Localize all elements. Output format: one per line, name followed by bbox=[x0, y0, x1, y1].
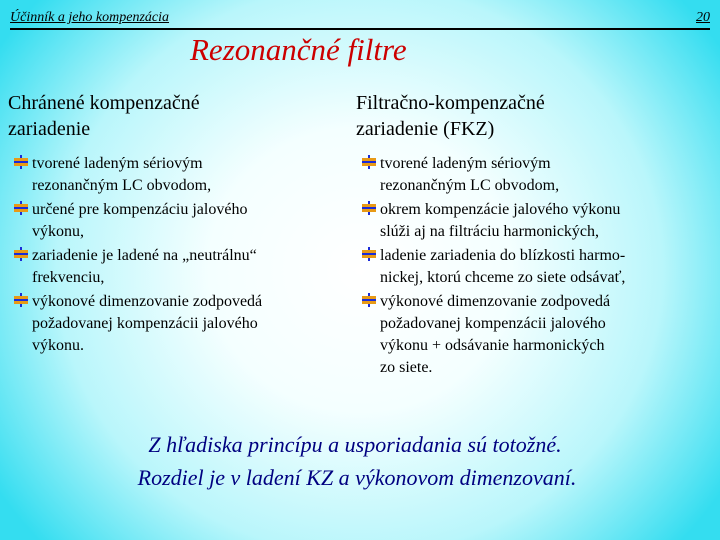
stacked-bars-bullet-icon bbox=[362, 201, 376, 215]
stacked-bars-bullet-icon bbox=[362, 293, 376, 307]
list-item: výkonové dimenzovanie zodpovedá požadovanej kompenzácii jalového výkonu. bbox=[8, 291, 353, 357]
right-bullet-list bbox=[356, 153, 716, 379]
stacked-bars-bullet-icon bbox=[14, 247, 28, 261]
list-item: určené pre kompenzáciu jalového výkonu, bbox=[8, 199, 353, 243]
stacked-bars-bullet-icon bbox=[14, 293, 28, 307]
left-bullet-list bbox=[8, 153, 353, 357]
list-item: výkonové dimenzovanie zodpovedá požadovanej kompenzácii jalového výkonu + odsávanie harmonických zo siete. bbox=[356, 291, 716, 379]
stacked-bars-bullet-icon bbox=[362, 155, 376, 169]
header-topic: Účinník a jeho kompenzácia bbox=[10, 10, 170, 25]
list-item: ladenie zariadenia do blízkosti harmo- nickej, ktorú chceme zo siete odsávať, bbox=[356, 245, 716, 289]
list-item: tvorené ladeným sériovým rezonančným LC obvodom, bbox=[356, 153, 716, 197]
list-item: okrem kompenzácie jalového výkonu slúži aj na filtráciu harmonických, bbox=[356, 199, 716, 243]
list-item: zariadenie je ladené na „neutrálnu“ frekvenciu, bbox=[8, 245, 353, 289]
stacked-bars-bullet-icon bbox=[14, 155, 28, 169]
stacked-bars-bullet-icon bbox=[14, 201, 28, 215]
conclusion-line-1: Z hľadiska princípu a usporiadania sú totožné. bbox=[148, 432, 562, 457]
header-divider bbox=[10, 28, 710, 30]
page-number: 20 bbox=[696, 10, 710, 25]
left-column bbox=[8, 90, 353, 359]
right-column bbox=[356, 90, 716, 381]
list-item: tvorené ladeným sériovým rezonančným LC obvodom, bbox=[8, 153, 353, 197]
stacked-bars-bullet-icon bbox=[362, 247, 376, 261]
right-column-heading: Filtračno-kompenzačné zariadenie (FKZ) bbox=[356, 92, 545, 140]
slide-title: Rezonančné filtre bbox=[190, 32, 407, 67]
conclusion-text bbox=[0, 428, 720, 494]
left-column-heading: Chránené kompenzačné zariadenie bbox=[8, 92, 200, 140]
slide-header bbox=[10, 8, 710, 30]
conclusion-line-2: Rozdiel je v ladení KZ a výkonovom dimenzovaní. bbox=[137, 465, 577, 490]
